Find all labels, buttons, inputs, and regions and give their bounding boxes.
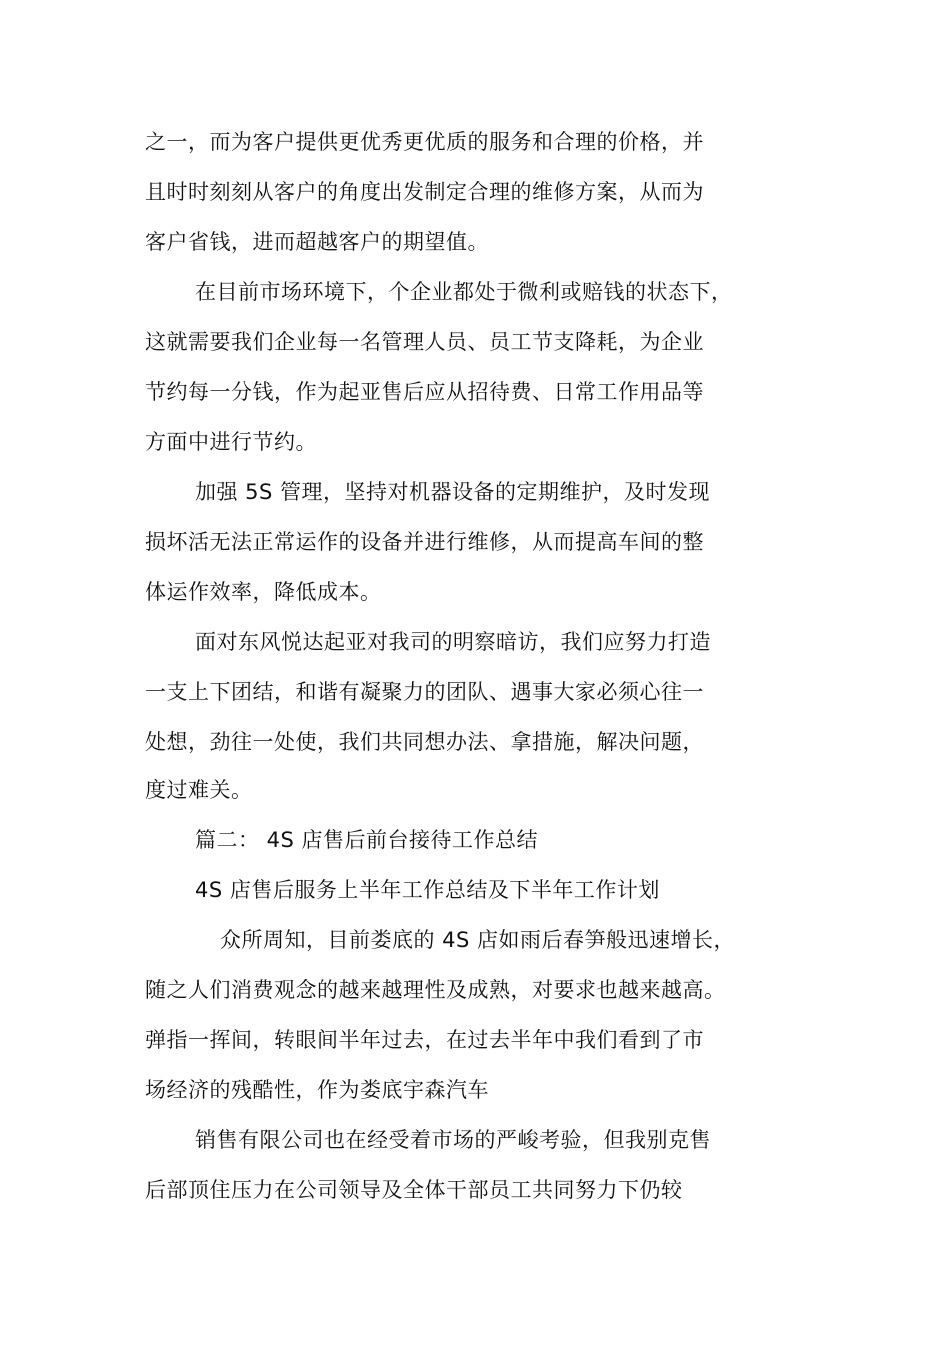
text-line: 后部顶住压力在公司领导及全体干部员工共同努力下仍较	[145, 1178, 683, 1202]
text-line: 众所周知，目前娄底的 4S 店如雨后春笋般迅速增长，	[220, 928, 736, 952]
section-subheading: 4S 店售后服务上半年工作总结及下半年工作计划	[195, 878, 660, 902]
text-line: 体运作效率，降低成本。	[145, 580, 382, 604]
text-line: 度过难关。	[145, 778, 253, 802]
text-line: 在目前市场环境下，个企业都处于微利或赔钱的状态下，	[195, 280, 733, 304]
text-line: 面对东风悦达起亚对我司的明察暗访，我们应努力打造	[195, 630, 711, 654]
text-line: 加强 5S 管理，坚持对机器设备的定期维护，及时发现	[195, 480, 711, 504]
text-line: 且时时刻刻从客户的角度出发制定合理的维修方案，从而为	[145, 180, 704, 204]
text-line: 弹指一挥间，转眼间半年过去，在过去半年中我们看到了市	[145, 1028, 704, 1052]
text-line: 客户省钱，进而超越客户的期望值。	[145, 230, 489, 254]
text-line: 损坏活无法正常运作的设备并进行维修，从而提高车间的整	[145, 530, 704, 554]
section-heading: 篇二： 4S 店售后前台接待工作总结	[195, 828, 539, 852]
text-line: 销售有限公司也在经受着市场的严峻考验，但我别克售	[195, 1128, 711, 1152]
text-line: 之一，而为客户提供更优秀更优质的服务和合理的价格，并	[145, 130, 704, 154]
text-line: 节约每一分钱，作为起亚售后应从招待费、日常工作用品等	[145, 380, 704, 404]
text-line: 方面中进行节约。	[145, 430, 317, 454]
text-line: 这就需要我们企业每一名管理人员、员工节支降耗，为企业	[145, 330, 704, 354]
text-line: 场经济的残酷性，作为娄底宇森汽车	[145, 1078, 489, 1102]
text-line: 处想，劲往一处使，我们共同想办法、拿措施，解决问题，	[145, 730, 704, 754]
text-line: 随之人们消费观念的越来越理性及成熟，对要求也越来越高。	[145, 978, 726, 1002]
text-line: 一支上下团结，和谐有凝聚力的团队、遇事大家必须心往一	[145, 680, 704, 704]
